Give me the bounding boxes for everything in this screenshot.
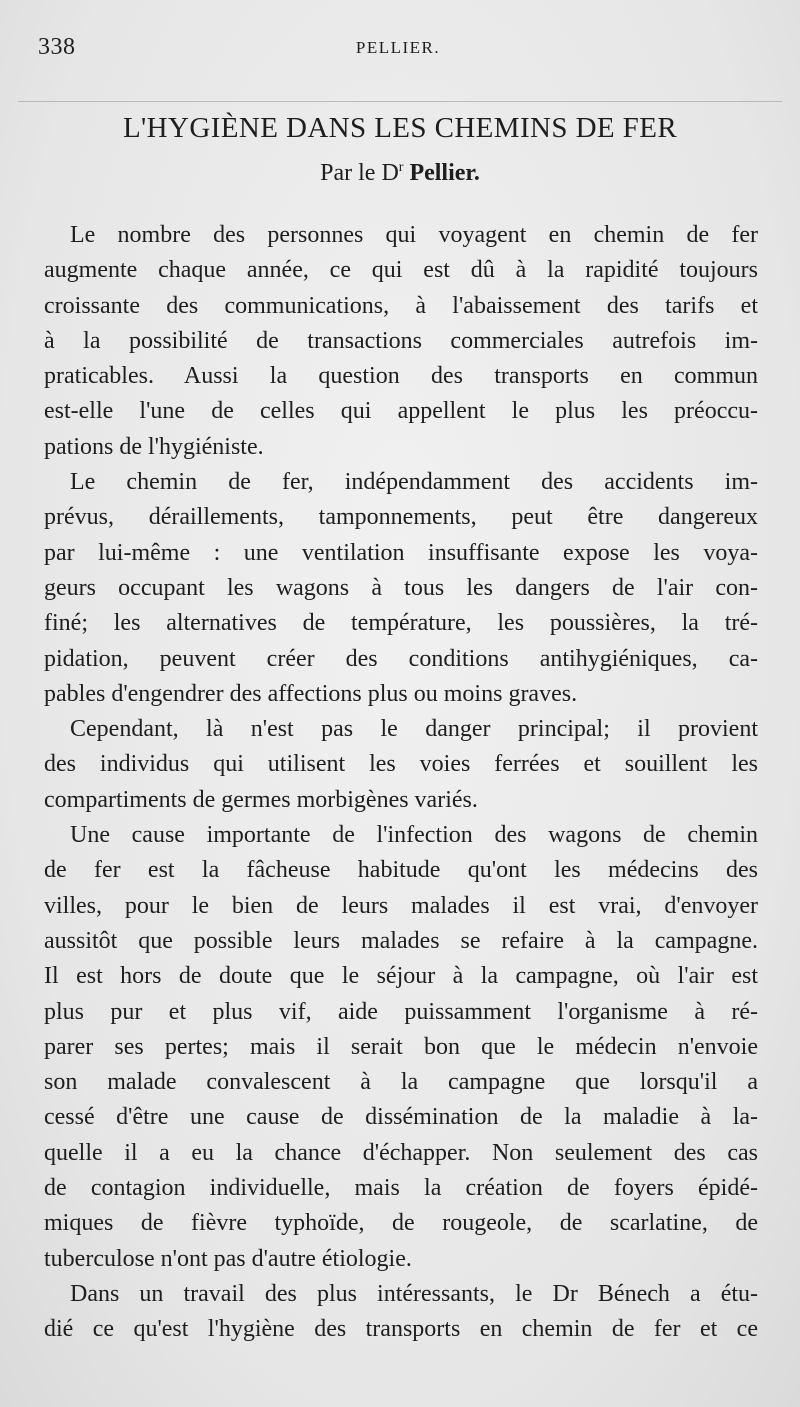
text-line: dié ce qu'est l'hygiène des transports en chemin de fer et ce <box>44 1316 758 1343</box>
text-line: praticables. Aussi la question des transports en commun <box>44 363 758 390</box>
text-line: pations de l'hygiéniste. <box>44 433 264 460</box>
text-line: aussitôt que possible leurs malades se refaire à la campagne. <box>44 927 758 954</box>
byline-prefix: Par le D <box>320 160 399 186</box>
text-line: quelle il a eu la chance d'échapper. Non seulement des cas <box>44 1139 758 1166</box>
byline <box>0 160 800 187</box>
text-line: tuberculose n'ont pas d'autre étiologie. <box>44 1245 412 1272</box>
text-line: Le nombre des personnes qui voyagent en chemin de fer <box>70 222 758 248</box>
text-line: de contagion individuelle, mais la création de foyers épidé- <box>44 1175 758 1202</box>
text-line: miques de fièvre typhoïde, de rougeole, de scarlatine, de <box>44 1210 758 1237</box>
text-line: à la possibilité de transactions commerciales autrefois im- <box>44 327 758 354</box>
article-title: L'HYGIÈNE DANS LES CHEMINS DE FER <box>122 112 678 144</box>
text-line: Le chemin de fer, indépendamment des accidents im- <box>70 469 758 496</box>
text-line: de fer est la fâcheuse habitude qu'ont les médecins des <box>44 857 758 884</box>
text-line: prévus, déraillements, tamponnements, peut être dangereux <box>44 504 758 531</box>
header-rule <box>18 101 782 102</box>
byline-sup: r <box>398 160 404 175</box>
text-line: parer ses pertes; mais il serait bon que le médecin n'envoie <box>44 1033 758 1060</box>
text-line: Il est hors de doute que le séjour à la campagne, où l'air est <box>44 963 758 990</box>
text-line: augmente chaque année, ce qui est dû à la rapidité toujours <box>44 257 758 284</box>
text-line: pidation, peuvent créer des conditions antihygiéniques, ca- <box>44 645 758 672</box>
text-line: des individus qui utilisent les voies ferrées et souillent les <box>44 751 758 778</box>
page-number: 338 <box>38 34 76 60</box>
text-line: Une cause importante de l'infection des wagons de chemin <box>70 822 758 849</box>
text-line: Cependant, là n'est pas le danger principal; il provient <box>70 716 758 743</box>
text-line: geurs occupant les wagons à tous les dangers de l'air con- <box>44 574 758 601</box>
body-text <box>44 218 758 1348</box>
text-line: compartiments de germes morbigènes variés. <box>44 786 478 813</box>
text-line: plus pur et plus vif, aide puissamment l'organisme à ré- <box>44 998 758 1025</box>
text-line: cessé d'être une cause de dissémination de la maladie à la- <box>44 1104 758 1131</box>
text-line: est-elle l'une de celles qui appellent le plus les préoccu- <box>44 398 758 425</box>
text-line: son malade convalescent à la campagne que lorsqu'il a <box>44 1069 758 1096</box>
running-title: PELLIER. <box>355 38 441 57</box>
text-line: pables d'engendrer des affections plus ou moins graves. <box>44 680 578 707</box>
text-line: croissante des communications, à l'abaissement des tarifs et <box>44 292 758 319</box>
text-line: villes, pour le bien de leurs malades il est vrai, d'envoyer <box>44 892 758 919</box>
running-head <box>38 34 758 66</box>
text-line: Dans un travail des plus intéressants, le Dr Bénech a étu- <box>70 1280 758 1307</box>
text-line: par lui-même : une ventilation insuffisante expose les voya- <box>44 539 758 566</box>
byline-author: Pellier. <box>409 160 480 186</box>
text-line: finé; les alternatives de température, les poussières, la tré- <box>44 610 758 637</box>
